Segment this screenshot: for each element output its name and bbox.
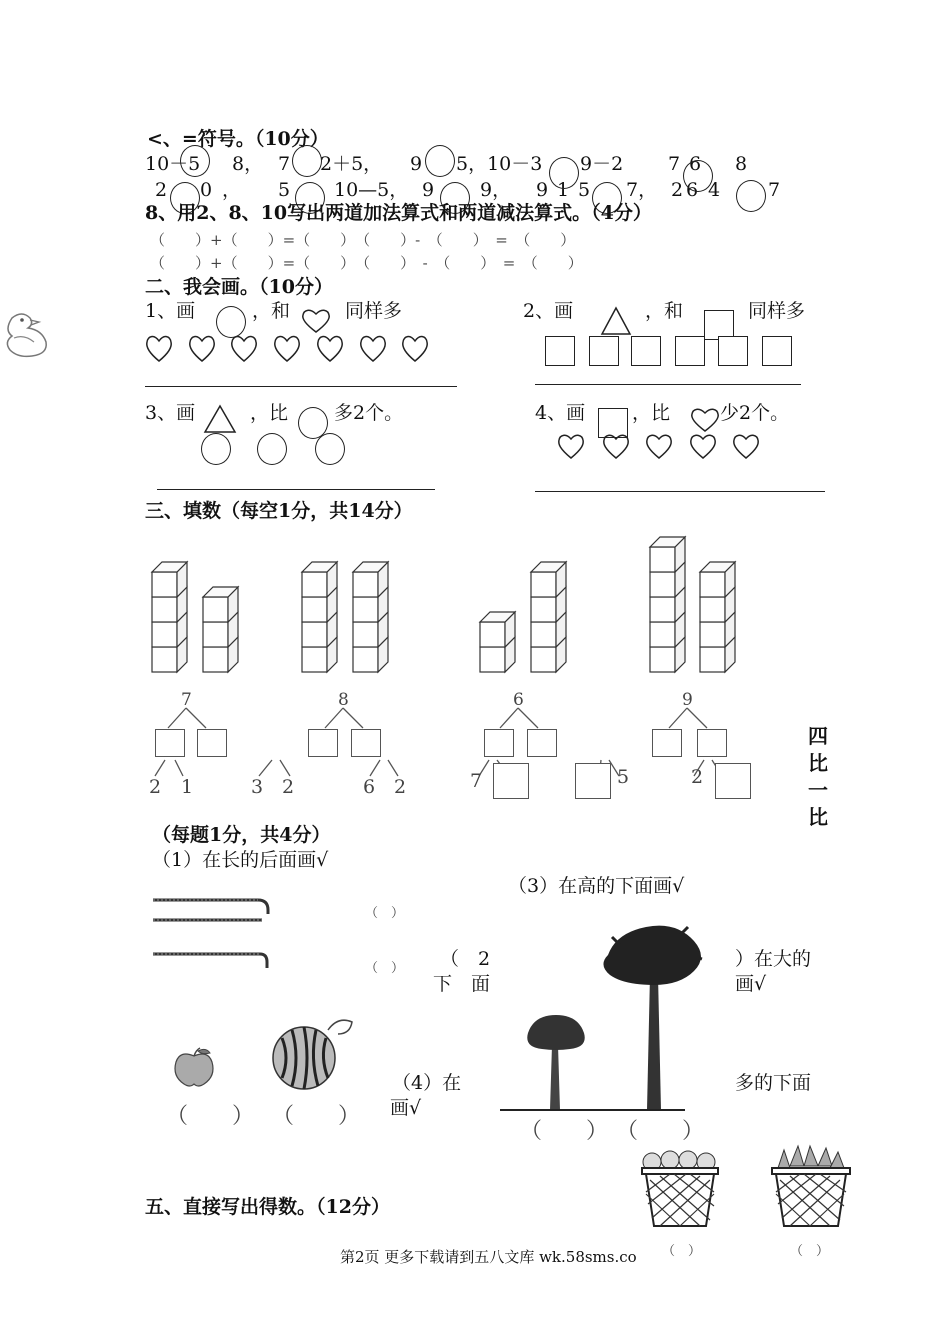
compare-row-2-item: 10—5， <box>334 179 409 201</box>
compare-row-1-item: 8 <box>735 153 748 175</box>
answer-paren[interactable]: （ ） <box>790 1244 830 1259</box>
compare-row-1-item: 5，10－3 <box>456 153 543 175</box>
compare-row-2-item: 1 <box>557 179 570 201</box>
equation-blank-row[interactable]: （ ）+（ ）=（ ） （ ） - （ ） = （ ） <box>150 254 583 272</box>
bond-answer-box[interactable] <box>652 729 682 757</box>
compare-row-2-item: 7， <box>626 179 658 201</box>
draw-task-1-label: ，和 <box>252 300 291 322</box>
question-2-text: 下 面 <box>433 973 491 995</box>
bond-answer-box[interactable] <box>715 763 751 799</box>
bond-part-number: 3 <box>251 776 264 798</box>
answer-paren[interactable]: （ ） <box>520 1119 609 1144</box>
tree-picture <box>500 915 700 1115</box>
answer-paren[interactable]: （ ） <box>365 961 405 976</box>
section4-title: （每题1分，共4分） <box>152 824 331 846</box>
compare-row-2-item: 9， <box>480 179 512 201</box>
compare-row-1-item: 9－2 <box>580 153 624 175</box>
compare-row-2-item: 2 <box>671 179 684 201</box>
compare-row-1-item: 7 <box>668 153 681 175</box>
bond-answer-box[interactable] <box>527 729 557 757</box>
compare-row-2-item: 9 <box>536 179 549 201</box>
question-3: （3）在高的下面画√ <box>508 875 685 897</box>
answer-paren[interactable]: （ ） <box>166 1104 255 1129</box>
draw-task-4-label: 少2个。 <box>720 402 790 424</box>
compare-row-2-item: ， <box>222 179 242 201</box>
draw-task-3-label: 3、画 <box>145 402 196 424</box>
compare-row-2-item: 5 <box>578 179 591 201</box>
bond-top-number: 6 <box>513 690 524 710</box>
bond-part-number: 7 <box>470 770 483 792</box>
apple-icon <box>172 1046 216 1088</box>
draw-task-2-label: 同样多 <box>748 300 806 322</box>
draw-task-2-label: ，和 <box>645 300 684 322</box>
bond-part-number: 1 <box>181 776 194 798</box>
question-4-text: （4）在 <box>392 1072 462 1094</box>
compare-row-1-item: 2＋5， <box>320 153 383 175</box>
compare-row-1-item: 7 <box>278 153 291 175</box>
compare-row-2-item: 4 <box>708 179 721 201</box>
draw-task-3-label: 多2个。 <box>334 402 404 424</box>
question-1: （1）在长的后面画√ <box>152 849 329 871</box>
answer-paren[interactable]: （ ） <box>662 1244 702 1259</box>
section1-title: <、=符号。（10分） <box>147 128 329 150</box>
question-2-text: 画√ <box>735 973 767 995</box>
question-4-text: 多的下面 <box>735 1072 812 1094</box>
bond-answer-box[interactable] <box>697 729 727 757</box>
compare-row-2-item: 9 <box>422 179 435 201</box>
bond-answer-box[interactable] <box>484 729 514 757</box>
compare-row-1-item: 8， <box>232 153 264 175</box>
bond-part-number: 2 <box>149 776 162 798</box>
bond-part-number: 2 <box>394 776 407 798</box>
equation-blank-row[interactable]: （ ）+（ ）=（ ） （ ）- （ ） = （ ） <box>150 231 576 249</box>
compare-row-1-item: 10－5 <box>145 153 201 175</box>
draw-task-2-label: 2、画 <box>523 300 574 322</box>
draw-task-1-label: 同样多 <box>345 300 403 322</box>
compare-row-2-item: 0 <box>200 179 213 201</box>
bond-part-number: 6 <box>363 776 376 798</box>
draw-task-4-label: ，比 <box>632 402 671 424</box>
bond-part-number: 5 <box>617 766 630 788</box>
section3-title: 三、填数（每空1分，共14分） <box>145 500 413 522</box>
bond-answer-box[interactable] <box>575 763 611 799</box>
bond-top-number: 7 <box>181 690 192 710</box>
answer-paren[interactable]: （ ） <box>616 1119 705 1144</box>
answer-paren[interactable]: （ ） <box>365 906 405 921</box>
answer-paren[interactable]: （ ） <box>272 1104 361 1129</box>
bond-answer-box[interactable] <box>493 763 529 799</box>
draw-task-1-label: 1、画 <box>145 300 196 322</box>
bond-answer-box[interactable] <box>197 729 227 757</box>
bond-part-number: 2 <box>282 776 295 798</box>
task8-title: 8、用2、8、10写出两道加法算式和两道减法算式。（4分） <box>145 202 652 224</box>
bond-top-number: 9 <box>682 690 693 710</box>
section4-side-title: 四 比 一 比 <box>808 724 828 829</box>
page-footer: 第2页 更多下载请到五八文库 wk.58sms.co <box>340 1248 637 1266</box>
bond-answer-box[interactable] <box>351 729 381 757</box>
draw-task-3-label: ，比 <box>250 402 289 424</box>
basket-icon <box>640 1150 720 1232</box>
bond-part-number: 2 <box>691 766 704 788</box>
basket-icon <box>768 1140 854 1232</box>
compare-row-2-item: 7 <box>768 179 781 201</box>
watermelon-icon <box>270 1012 362 1092</box>
section5-title: 五、直接写出得数。（12分） <box>145 1196 390 1218</box>
compare-row-1-item: 6 <box>689 153 702 175</box>
section2-title: 二、我会画。（10分） <box>145 276 333 298</box>
bond-answer-box[interactable] <box>308 729 338 757</box>
question-2-text: （ 2 <box>440 948 491 970</box>
bond-answer-box[interactable] <box>155 729 185 757</box>
question-4-text: 画√ <box>390 1097 422 1119</box>
compare-row-2-item: 5 <box>278 179 291 201</box>
question-2-text: ）在大的 <box>735 948 812 970</box>
compare-row-2-item: 6 <box>686 179 699 201</box>
rope-picture <box>150 892 275 974</box>
compare-row-1-item: 9 <box>410 153 423 175</box>
draw-task-4-label: 4、画 <box>535 402 586 424</box>
bond-top-number: 8 <box>338 690 349 710</box>
compare-row-2-item: 2 <box>155 179 168 201</box>
